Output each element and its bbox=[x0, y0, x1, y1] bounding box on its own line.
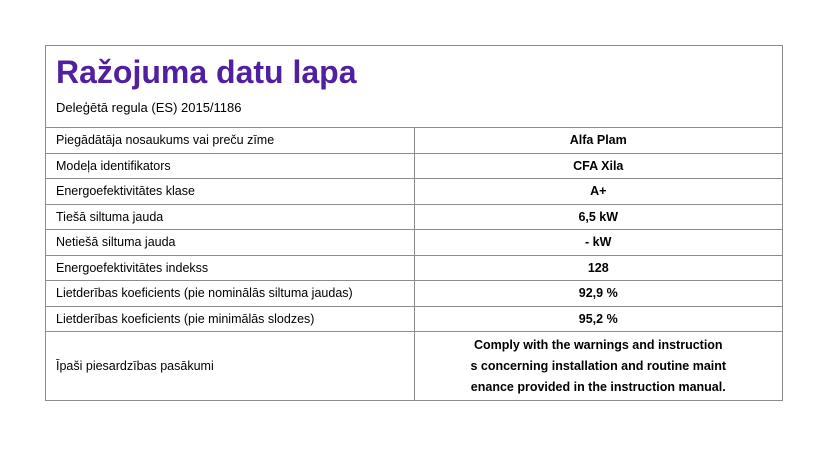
table-row bbox=[46, 281, 782, 307]
precautions-line-2: s concerning installation and routine maint bbox=[470, 358, 727, 373]
row-label-precautions: Īpaši piesardzības pasākumi bbox=[46, 332, 414, 401]
row-label-energy-class: Energoefektivitātes klase bbox=[46, 179, 414, 205]
row-value-supplier: Alfa Plam bbox=[414, 128, 782, 154]
row-value-indirect-heat: - kW bbox=[414, 230, 782, 256]
table-row bbox=[46, 179, 782, 205]
row-label-efficiency-minimum: Lietderības koeficients (pie minimālās slodzes) bbox=[46, 306, 414, 332]
row-value-precautions bbox=[414, 332, 782, 401]
row-value-efficiency-nominal: 92,9 % bbox=[414, 281, 782, 307]
page-title: Ražojuma datu lapa bbox=[56, 54, 357, 90]
table-row bbox=[46, 255, 782, 281]
table-row bbox=[46, 230, 782, 256]
precautions-line-1: Comply with the warnings and instruction bbox=[473, 337, 723, 352]
table-row bbox=[46, 204, 782, 230]
row-label-efficiency-nominal: Lietderības koeficients (pie nominālās siltuma jaudas) bbox=[46, 281, 414, 307]
row-value-direct-heat: 6,5 kW bbox=[414, 204, 782, 230]
row-label-efficiency-index: Energoefektivitātes indekss bbox=[46, 255, 414, 281]
table-row bbox=[46, 306, 782, 332]
row-value-energy-class: A+ bbox=[414, 179, 782, 205]
product-data-table bbox=[46, 127, 782, 401]
row-value-efficiency-minimum: 95,2 % bbox=[414, 306, 782, 332]
regulation-subtitle: Deleģētā regula (ES) 2015/1186 bbox=[56, 100, 242, 115]
product-data-sheet bbox=[45, 45, 783, 401]
row-label-direct-heat: Tiešā siltuma jauda bbox=[46, 204, 414, 230]
row-label-supplier: Piegādātāja nosaukums vai preču zīme bbox=[46, 128, 414, 154]
table-row bbox=[46, 128, 782, 154]
table-row bbox=[46, 153, 782, 179]
row-value-efficiency-index: 128 bbox=[414, 255, 782, 281]
row-label-model: Modeļa identifikators bbox=[46, 153, 414, 179]
table-row-precautions bbox=[46, 332, 782, 401]
row-label-indirect-heat: Netiešā siltuma jauda bbox=[46, 230, 414, 256]
precautions-line-3: enance provided in the instruction manual. bbox=[470, 379, 726, 394]
row-value-model: CFA Xila bbox=[414, 153, 782, 179]
